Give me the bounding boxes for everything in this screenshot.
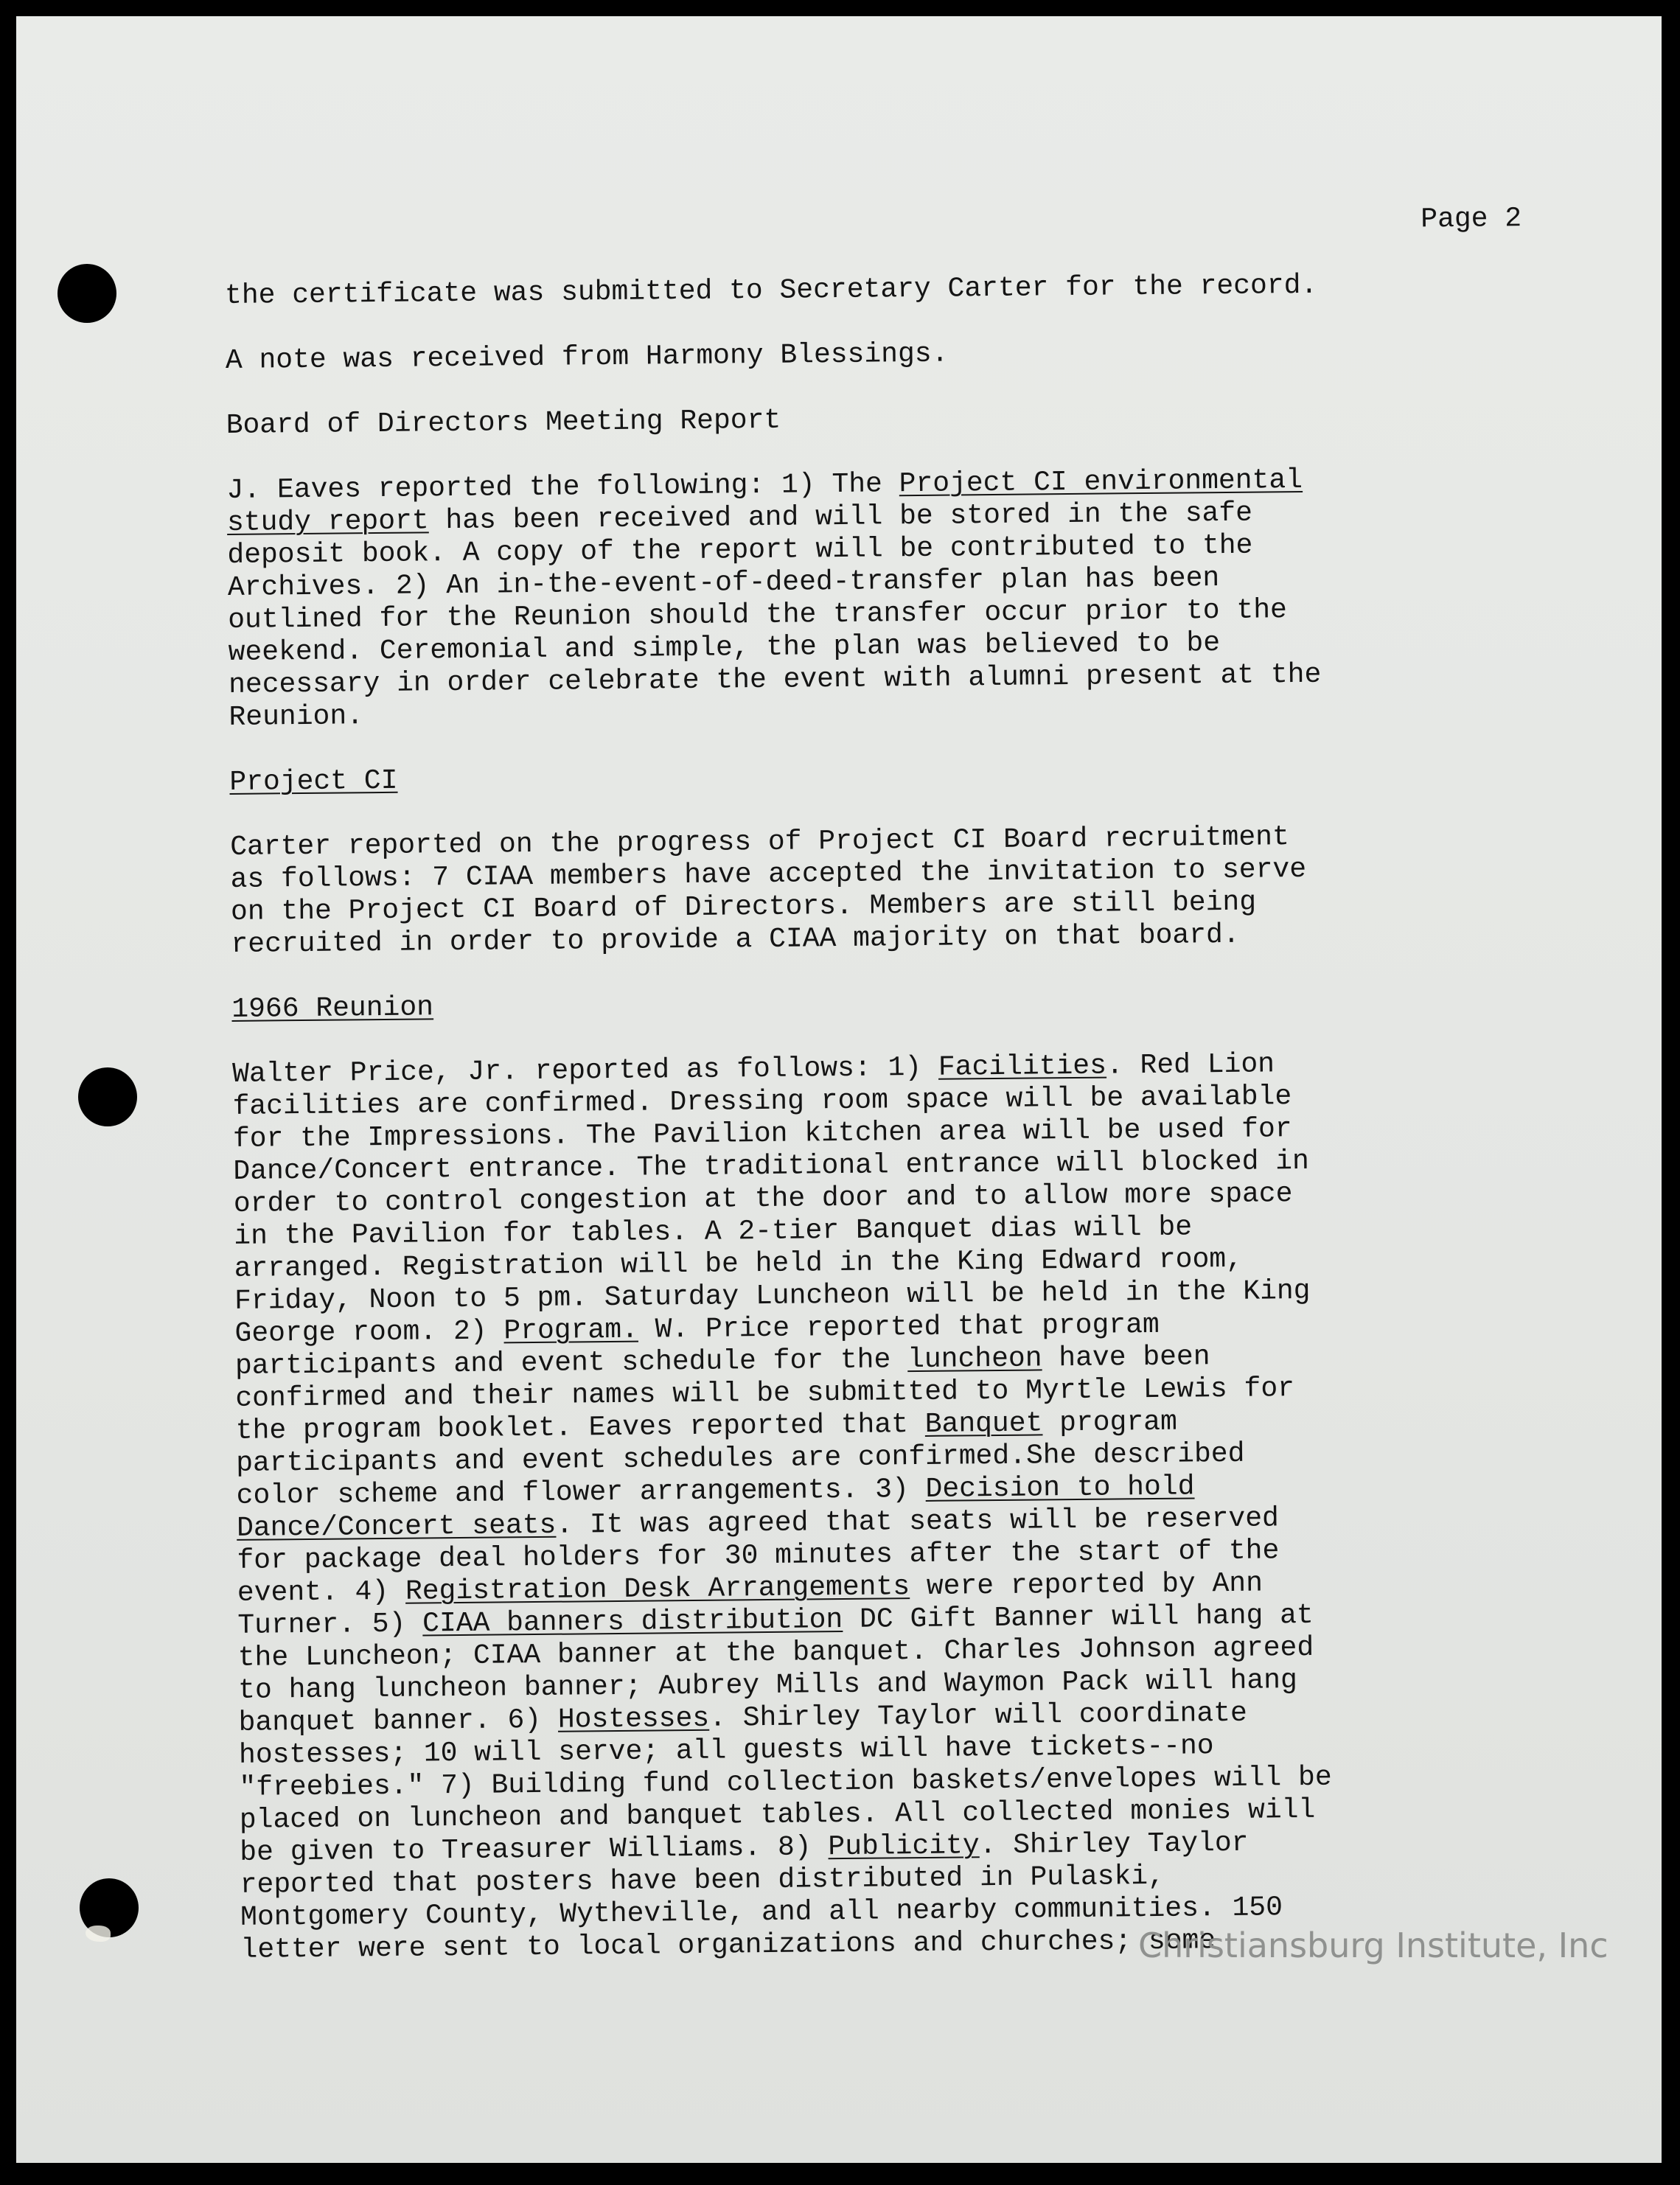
paragraph-carter-report: Carter reported on the progress of Project CI Board recruitment as follows: 7 CIAA members have accepted the invitation to serve on the Project CI Board of Directors. Members are still being recruited in order to provide a CIAA majority on that board. — [230, 821, 1307, 961]
paragraph-note: A note was received from Harmony Blessings. — [225, 338, 949, 377]
document-body — [224, 203, 1538, 1967]
underline-banners-distribution: CIAA banners distribution — [422, 1604, 843, 1640]
paragraph-eaves-report: J. Eaves reported the following: 1) The Project CI environmental study report has been received and will be stored in the safe deposit book. A copy of the report will be contributed to the Archives. 2) An in-the-event-of-deed-transfer plan has been outlined for the Reunion should the transfer occur prior to the weekend. Ceremonial and simple, the plan was believed to be necessary in order celebrate the event with alumni present at the Reunion. — [226, 464, 1322, 733]
underline-luncheon: luncheon — [907, 1342, 1042, 1376]
underline-project-ci-study: Project CI environmental — [899, 464, 1303, 501]
underline-facilities: Facilities — [938, 1050, 1107, 1084]
underline-study-report: study report — [226, 505, 429, 539]
underline-program: Program. — [503, 1314, 639, 1348]
underline-registration-desk: Registration Desk Arrangements — [405, 1571, 910, 1608]
page-number: Page 2 — [1421, 203, 1522, 236]
underline-dance-concert-seats: Dance/Concert seats — [236, 1509, 557, 1544]
paragraph-price-report: Walter Price, Jr. reported as follows: 1) Facilities. Red Lion facilities are confirmed. Dressing room space will be available for the Impressions. The Pavilion kitchen area will be used for Dance/Concert entrance. The traditional entrance will blocked in order to control congestion at the door and to allow more space in the Pavilion for tables. A 2-tier Banquet dias will be arranged. Registration will be held in the King Edward room, Friday, Noon to 5 pm. Saturday Luncheon will be held in the King George room. 2) Program. W. Price reported that program participants and event schedule for the luncheon have been confirmed and their names will be submitted to Myrtle Lewis for the program booklet. Eaves reported that Banquet program participants and event schedules are confirmed.She described color scheme and flower arrangements. 3) Decision to hold Dance/Concert seats. It was agreed that seats will be reserved for package deal holders for 30 minutes after the start of the event. 4) Registration Desk Arrangements were reported by Ann Turner. 5) CIAA banners distribution DC Gift Banner will hang at the Luncheon; CIAA banner at the banquet. Charles Johnson agreed to hang luncheon banner; Aubrey Mills and Waymon Pack will hang banquet banner. 6) Hostesses. Shirley Taylor will coordinate hostesses; 10 will serve; all guests will have tickets--no "freebies." 7) Building fund collection baskets/envelopes will be placed on luncheon and banquet tables. All collected monies will be given to Treasurer Williams. 8) Publicity. Shirley Taylor reported that posters have been distributed in Pulaski, Montgomery County, Wytheville, and all nearby communities. 150 letter were sent to local organizations and churches; some — [231, 1048, 1332, 1966]
watermark: Christiansburg Institute, Inc — [1138, 1926, 1608, 1965]
document-page — [16, 16, 1662, 2163]
punch-hole-middle — [78, 1067, 137, 1126]
underline-hostesses: Hostesses — [557, 1702, 710, 1736]
section-heading-project-ci: Project CI — [229, 764, 398, 798]
paragraph-certificate: the certificate was submitted to Secretary Carter for the record. — [224, 269, 1318, 312]
underline-publicity: Publicity — [828, 1830, 980, 1864]
section-heading-board-report: Board of Directors Meeting Report — [226, 404, 781, 442]
underline-banquet: Banquet — [924, 1407, 1043, 1440]
underline-decision-to-hold: Decision to hold — [925, 1471, 1195, 1505]
punch-hole-top — [57, 264, 116, 323]
section-heading-1966-reunion: 1966 Reunion — [231, 992, 434, 1025]
torn-paper-mark — [86, 1926, 111, 1942]
